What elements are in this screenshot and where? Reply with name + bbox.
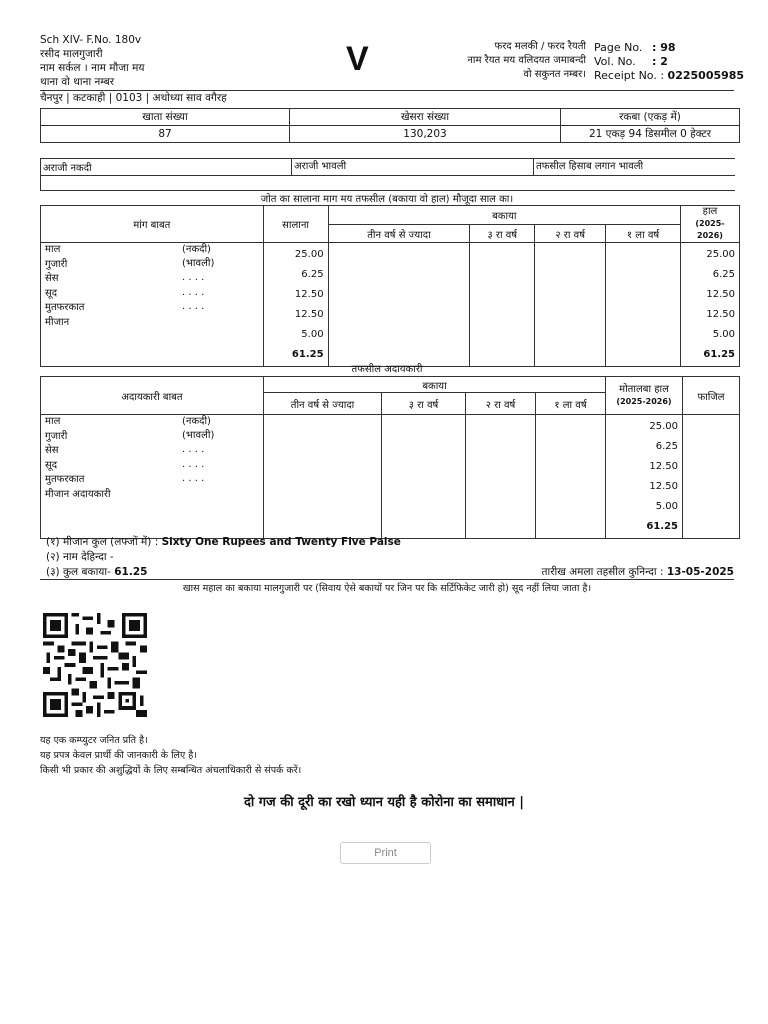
paren-bhavli: (भावली)	[182, 258, 215, 269]
payment-title: तफसील अदायकारी	[351, 364, 423, 375]
payment-col-head: अदायकारी बाबत	[41, 377, 264, 415]
date-line	[500, 565, 734, 579]
payment-arrear-cell	[536, 415, 606, 539]
total-head	[606, 377, 683, 415]
annual-values	[263, 243, 328, 367]
khesra-value: 130,203	[290, 126, 561, 143]
date-label: तारीख अमला तहसील कुनिन्दा :	[541, 566, 664, 578]
pay-paren-bhavli: (भावली)	[182, 430, 215, 441]
computer-note: यह एक कम्प्युटर जनित प्रति है।	[40, 735, 148, 746]
pay-label-gujari: गुजारी	[45, 430, 68, 442]
current-cess: 12.50	[706, 289, 735, 300]
arji-nakdi: अराजी नकदी	[43, 163, 92, 174]
arji-tafsil: तफसील हिसाब लगान भावली	[533, 159, 643, 175]
annual-cess: 12.50	[294, 289, 324, 300]
arrear-cell	[328, 243, 470, 367]
header-left	[40, 33, 144, 89]
pay-label-mal: माल	[45, 416, 61, 427]
demand-labels	[41, 243, 264, 367]
date-value: 13-05-2025	[666, 566, 734, 578]
payment-arrear-col-1: १ ला वर्ष	[536, 393, 606, 415]
total-arrears-label: (३) कुल बकाया-	[46, 566, 111, 578]
arji-row	[40, 158, 735, 176]
raiyat-label: नाम रैयत मय वलिदयत जमाबन्दी	[467, 55, 586, 66]
page-no-value: : 98	[652, 41, 676, 54]
current-values	[681, 243, 740, 367]
current-gujari: 6.25	[712, 269, 735, 280]
divider	[40, 579, 734, 580]
current-year: (2025-2026)	[695, 219, 725, 240]
payment-table	[40, 376, 740, 539]
annual-head: सालाना	[263, 206, 328, 243]
form-number: Sch XIV- F.No. 180v	[40, 34, 142, 46]
pay-sood: 12.50	[649, 481, 678, 492]
center-mark: V	[346, 40, 369, 78]
pay-label-mizan: मीजान अदायकारी	[45, 488, 111, 500]
empty-box	[40, 175, 735, 191]
address-line: चैनपुर | कटकाही | 0103 | अथोध्या साव वगैरह	[40, 92, 227, 104]
arrear-col-2: २ रा वर्ष	[535, 225, 606, 243]
vol-no-value: : 2	[652, 55, 668, 68]
payer-name: (२) नाम देहिन्दा -	[46, 551, 114, 563]
pay-paren-dots: . . . .	[182, 473, 205, 484]
demand-table	[40, 205, 740, 367]
arrear-col-3: ३ रा वर्ष	[470, 225, 535, 243]
extra-cell	[683, 415, 740, 539]
notice: खास महाल का बकाया मालगुजारी पर (सिवाय ऐसे बकायों पर जिन पर कि सर्टिफिकेट जारी हो) सूद नहीं लिया जाता है।	[182, 583, 592, 594]
total-arrears-value: 61.25	[114, 566, 148, 578]
qr-code-icon	[40, 613, 150, 717]
annual-gujari: 6.25	[301, 269, 324, 280]
arji-bhavli: अराजी भावली	[291, 159, 346, 175]
current-head	[681, 206, 740, 243]
receipt-no-value: 0225005985	[667, 69, 745, 82]
total-year: (2025-2026)	[616, 396, 672, 406]
total-words-label: (१) मीजान कुल (लफ्जों में) :	[46, 536, 159, 548]
label-mizan: मीजान	[45, 316, 70, 328]
rakba-value: 21 एकड़ 94 डिसमील 0 हेक्टर	[561, 126, 740, 143]
arrear-cell	[606, 243, 681, 367]
demand-title: जोत का सालाना माग मय तफसील (बकाया वो हाल) मौजूदा साल का।	[260, 194, 514, 205]
annual-sood: 12.50	[294, 309, 324, 320]
payment-labels	[41, 415, 264, 539]
pay-label-sood: सूद	[45, 459, 58, 471]
label-mal: माल	[45, 244, 61, 255]
arrear-cell	[470, 243, 535, 367]
total-arrears	[46, 565, 147, 579]
slogan: दो गज की दूरी का रखो ध्यान यही है कोरोना का समाधान |	[243, 795, 525, 810]
page-no-label: Page No.	[594, 41, 643, 54]
total-label: मोतालबा हाल	[619, 383, 669, 395]
annual-mutfarkat: 5.00	[301, 329, 324, 340]
arrear-cell	[535, 243, 606, 367]
receipt-no-label: Receipt No. :	[594, 69, 665, 82]
header-right	[594, 41, 744, 83]
extra-head: फाजिल	[683, 377, 740, 415]
pay-label-cess: सेस	[45, 445, 59, 456]
pay-gujari: 6.25	[655, 441, 678, 452]
payment-arrear-col-3: ३ रा वर्ष	[382, 393, 466, 415]
pay-label-mutfarkat: मुतफरकात	[45, 474, 85, 485]
label-cess: सेस	[45, 273, 59, 284]
annual-total: 61.25	[291, 349, 324, 360]
circle-label: नाम सर्कल । नाम मौजा मय	[40, 62, 145, 74]
arrears-head: बकाया	[328, 206, 680, 225]
current-total: 61.25	[703, 349, 735, 360]
pay-total: 61.25	[646, 521, 678, 532]
paren-dots: . . . .	[182, 272, 205, 283]
payment-arrear-col-2: २ रा वर्ष	[466, 393, 536, 415]
label-sood: सूद	[45, 287, 58, 299]
header-mid	[430, 40, 586, 82]
pay-paren-dots: . . . .	[182, 459, 205, 470]
receipt-title: रसीद मालगुजारी	[40, 48, 103, 60]
label-mutfarkat: मुतफरकात	[45, 302, 85, 313]
rakba-header: रकबा (एकड़ में)	[561, 109, 740, 126]
label-gujari: गुजारी	[45, 258, 68, 270]
khata-value: 87	[41, 126, 290, 143]
khata-header: खाता संख्या	[41, 109, 290, 126]
payment-arrear-cell	[264, 415, 382, 539]
paren-nakdi: (नकदी)	[182, 244, 211, 255]
current-label: हाल	[702, 206, 718, 217]
payment-arrear-cell	[466, 415, 536, 539]
current-mal: 25.00	[706, 249, 735, 260]
arrear-col-1: १ ला वर्ष	[606, 225, 681, 243]
annual-mal: 25.00	[294, 249, 324, 260]
current-mutfarkat: 5.00	[712, 329, 735, 340]
total-in-words	[46, 535, 401, 549]
pay-paren-nakdi: (नकदी)	[182, 416, 211, 427]
paren-dots: . . . .	[182, 301, 205, 312]
land-table	[40, 108, 740, 143]
info-note: यह प्रपत्र केवल प्रार्थी की जानकारी के लिए है।	[40, 750, 197, 761]
fard-label: फरद मलकी / फरद रैयती	[494, 41, 586, 52]
vol-no-label: Vol. No.	[594, 55, 636, 68]
khesra-header: खेसरा संख्या	[290, 109, 561, 126]
print-button[interactable]: Print	[340, 842, 431, 864]
contact-note: किसी भी प्रकार की अशुद्धियों के लिए सम्बन्धित अंचलाधिकारी से संपर्क करें।	[40, 765, 302, 776]
total-words-value: Sixty One Rupees and Twenty Five Paise	[161, 536, 401, 548]
current-sood: 12.50	[706, 309, 735, 320]
arrear-col-3plus: तीन वर्ष से ज्यादा	[328, 225, 470, 243]
pay-mal: 25.00	[649, 421, 678, 432]
pay-cess: 12.50	[649, 461, 678, 472]
sakunat-label: वो सकुनत नम्बर।	[523, 69, 586, 80]
payment-arrears-head: बकाया	[264, 377, 606, 393]
pay-mutfarkat: 5.00	[655, 501, 678, 512]
paren-dots: . . . .	[182, 287, 205, 298]
pay-paren-dots: . . . .	[182, 444, 205, 455]
payment-arrear-col-3plus: तीन वर्ष से ज्यादा	[264, 393, 382, 415]
payment-values	[606, 415, 683, 539]
thana-label: थाना वो थाना नम्बर	[40, 76, 115, 88]
payment-arrear-cell	[382, 415, 466, 539]
demand-col-head: मांग बाबत	[41, 206, 264, 243]
